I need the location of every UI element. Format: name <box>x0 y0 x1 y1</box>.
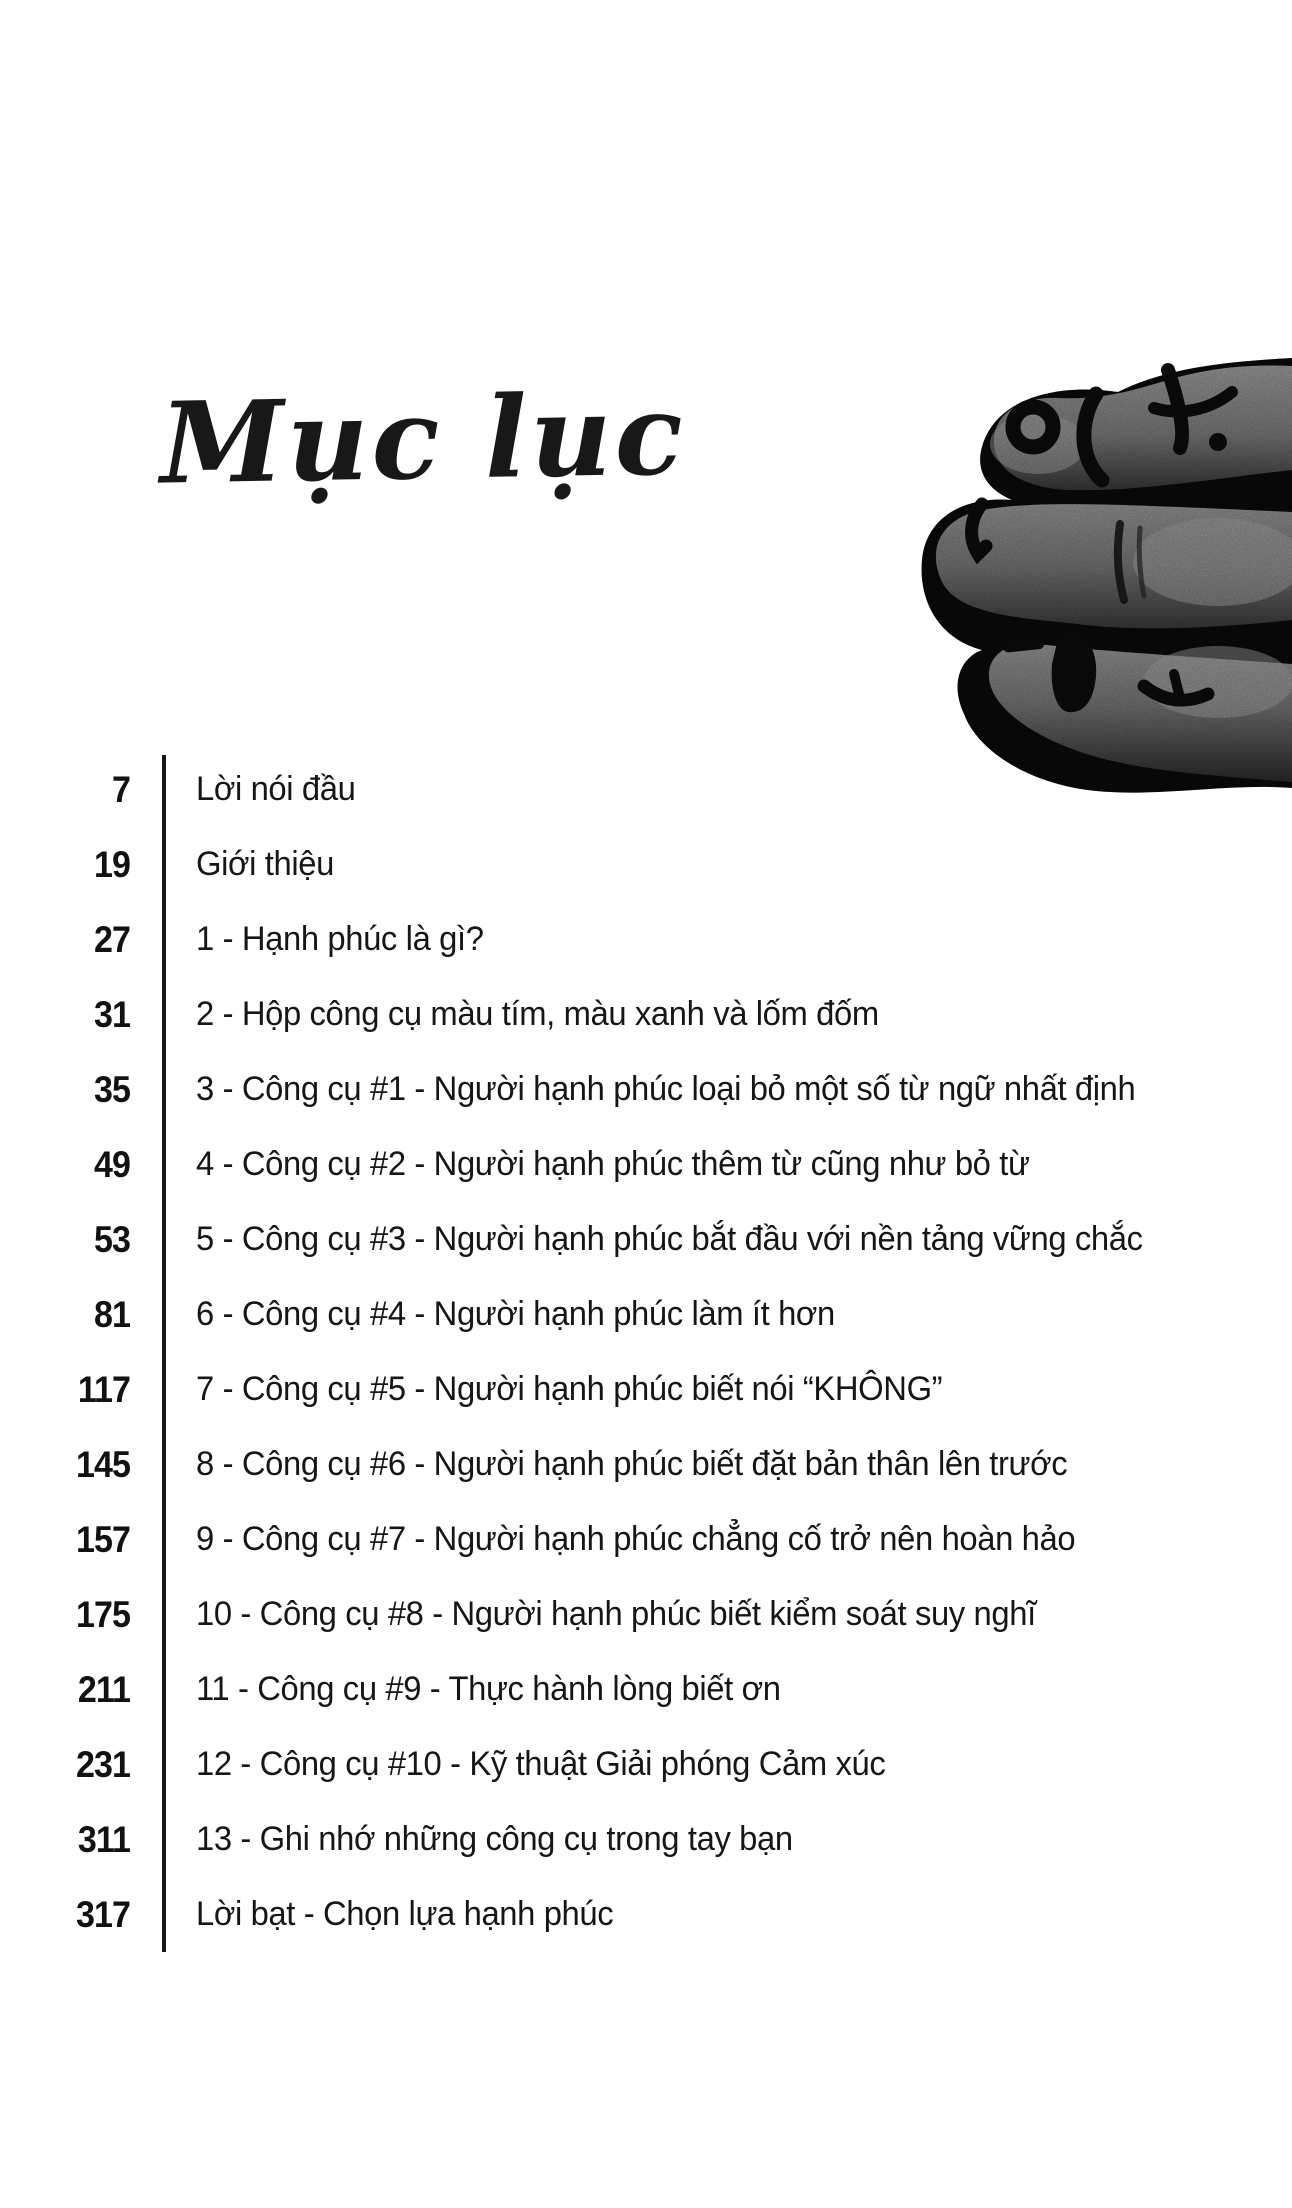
toc-page-number: 175 <box>75 1593 130 1635</box>
toc-row <box>0 752 1292 827</box>
page-title: Mục lục <box>158 369 687 510</box>
toc-entry-title: 4 - Công cụ #2 - Người hạnh phúc thêm từ cũng như bỏ từ <box>196 1145 1030 1183</box>
toc-entry-title: 10 - Công cụ #8 - Người hạnh phúc biết kiểm soát suy nghĩ <box>196 1595 1036 1633</box>
toc-page-number: 49 <box>93 1143 130 1185</box>
toc-row <box>0 902 1292 977</box>
toc-page-number: 231 <box>75 1743 130 1785</box>
toc-entry-title: 2 - Hộp công cụ màu tím, màu xanh và lốm đốm <box>196 995 879 1033</box>
toc-entry-title: Lời bạt - Chọn lựa hạnh phúc <box>196 1895 614 1933</box>
curled-fingers-photo-icon <box>918 352 1292 800</box>
toc-entry-title: Lời nói đầu <box>196 770 356 808</box>
toc-page-number: 27 <box>93 918 130 960</box>
toc-page-number: 7 <box>111 768 130 810</box>
toc-row <box>0 1877 1292 1952</box>
toc-entry-title: 12 - Công cụ #10 - Kỹ thuật Giải phóng Cảm xúc <box>196 1745 886 1783</box>
toc-row <box>0 1127 1292 1202</box>
toc-row <box>0 1502 1292 1577</box>
toc-entry-title: 8 - Công cụ #6 - Người hạnh phúc biết đặt bản thân lên trước <box>196 1445 1068 1483</box>
toc-row <box>0 1727 1292 1802</box>
toc-page-number: 81 <box>93 1293 130 1335</box>
toc-row <box>0 1427 1292 1502</box>
toc-list <box>0 752 1292 1952</box>
toc-page-number: 35 <box>93 1068 130 1110</box>
toc-page-number: 311 <box>77 1818 130 1860</box>
toc-page-number: 145 <box>75 1443 130 1485</box>
toc-entry-title: 13 - Ghi nhớ những công cụ trong tay bạn <box>196 1820 793 1858</box>
toc-entry-title: 5 - Công cụ #3 - Người hạnh phúc bắt đầu với nền tảng vững chắc <box>196 1220 1143 1258</box>
toc-page-number: 117 <box>77 1368 130 1410</box>
toc-row <box>0 977 1292 1052</box>
toc-entry-title: 7 - Công cụ #5 - Người hạnh phúc biết nói “KHÔNG” <box>196 1370 943 1408</box>
toc-page-number: 317 <box>75 1893 130 1935</box>
toc-row <box>0 827 1292 902</box>
toc-entry-title: 1 - Hạnh phúc là gì? <box>196 920 484 958</box>
toc-entry-title: 9 - Công cụ #7 - Người hạnh phúc chẳng cố trở nên hoàn hảo <box>196 1520 1076 1558</box>
toc-row <box>0 1802 1292 1877</box>
toc-row <box>0 1577 1292 1652</box>
toc-entry-title: 6 - Công cụ #4 - Người hạnh phúc làm ít hơn <box>196 1295 835 1333</box>
toc-row <box>0 1052 1292 1127</box>
toc-entry-title: 3 - Công cụ #1 - Người hạnh phúc loại bỏ một số từ ngữ nhất định <box>196 1070 1136 1108</box>
toc-row <box>0 1277 1292 1352</box>
toc-page-number: 19 <box>93 843 130 885</box>
toc-entry-title: Giới thiệu <box>196 845 334 883</box>
toc-page-number: 211 <box>77 1668 130 1710</box>
toc-row <box>0 1202 1292 1277</box>
toc-entry-title: 11 - Công cụ #9 - Thực hành lòng biết ơn <box>196 1670 781 1708</box>
toc-page-number: 31 <box>93 993 130 1035</box>
toc-page-number: 157 <box>75 1518 130 1560</box>
toc-row <box>0 1352 1292 1427</box>
toc-page-number: 53 <box>93 1218 130 1260</box>
toc-row <box>0 1652 1292 1727</box>
